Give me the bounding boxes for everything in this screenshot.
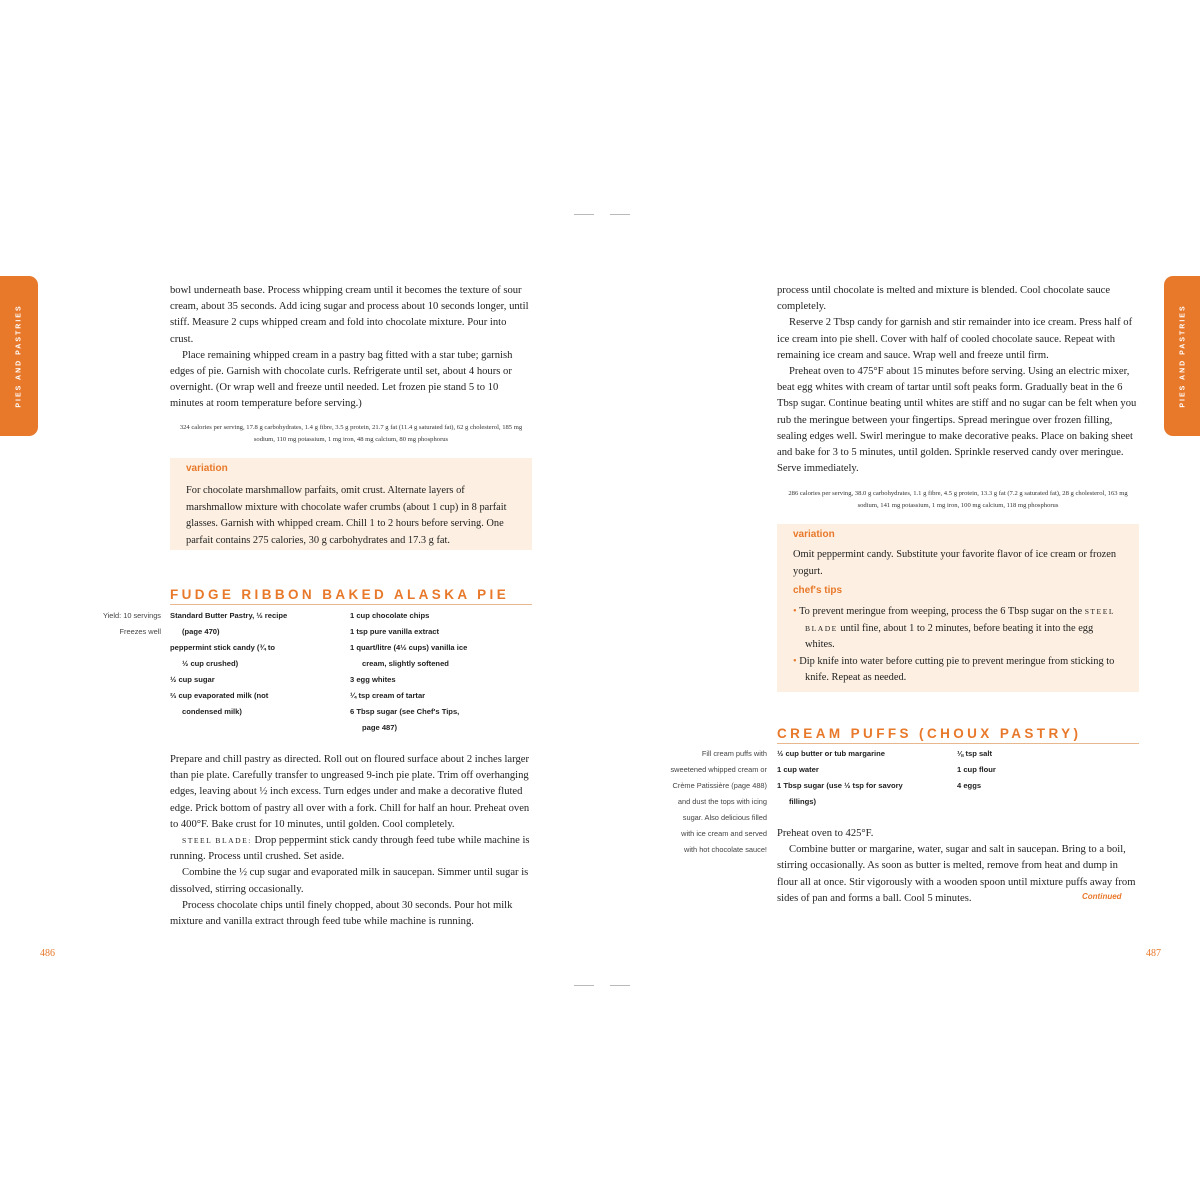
ingredient: fillings)	[789, 797, 816, 806]
section-tab-label: PIES AND PASTRIES	[1179, 304, 1187, 408]
paragraph: bowl underneath base. Process whipping cream until it becomes the texture of sour cream, about 35 seconds. Add icing sugar and process about 10 seconds longer, until stiff. Measure 2 cups whipped cream and fold into chocolate mixture. Pour into crust.	[170, 285, 529, 345]
recipe-title: FUDGE RIBBON BAKED ALASKA PIE	[170, 587, 510, 602]
variation-text: For chocolate marshmallow parfaits, omit crust. Alternate layers of marshmallow mixture with chocolate wafer crumbs (about 1 cup) in 8 parfait glasses. Garnish with whipped cream. Chill 1 to 2 hours before serving. One parfait contains 275 calories, 30 g carbohydrates and 17.3 g fat.	[186, 485, 507, 546]
crop-mark	[610, 214, 630, 215]
nutrition-info: 286 calories per serving, 38.0 g carbohydrates, 1.1 g fibre, 4.5 g protein, 13.3 g fat (7.2 g saturated fat), 28 g cholesterol, 163 mg sodium, 141 mg potassium, 1 mg iron, 100 mg calcium, 118 mg phosphorus	[788, 490, 1128, 509]
variation-title: variation	[793, 529, 835, 540]
method-step: STEEL BLADE: Drop peppermint stick candy through feed tube while machine is running. Process until crushed. Set aside.	[170, 835, 530, 863]
ingredient: 1 cup water	[777, 765, 819, 774]
ingredient: 1 Tbsp sugar (use ½ tsp for savory	[777, 781, 903, 790]
paragraph: Reserve 2 Tbsp candy for garnish and stir remainder into ice cream. Press half of ice cream into pie shell. Cover with half of cooled chocolate sauce. Repeat with remaining ice cream and sauce. Wrap well and freeze until firm.	[777, 317, 1133, 361]
continued-label: Continued	[1082, 892, 1122, 901]
ingredient: ½ cup crushed)	[182, 659, 239, 668]
ingredient: ½ cup sugar	[170, 675, 215, 684]
ingredient-list	[350, 608, 532, 736]
chefs-tips-list	[793, 604, 1125, 687]
recipe-title: CREAM PUFFS (CHOUX PASTRY)	[777, 726, 1082, 741]
ingredient: ¼ tsp cream of tartar	[350, 691, 426, 700]
title-rule	[170, 604, 532, 605]
chefs-tip: • To prevent meringue from weeping, process the 6 Tbsp sugar on the STEEL BLADE until fine, about 1 to 2 minutes, before beating it into the egg whites.	[793, 606, 1115, 651]
variation-text: Omit peppermint candy. Substitute your favorite flavor of ice cream or frozen yogurt.	[793, 549, 1117, 577]
ingredient: ½ cup butter or tub margarine	[777, 749, 886, 758]
yield: Yield: 10 servings	[102, 611, 161, 620]
section-tab-left	[0, 276, 38, 436]
ingredient: ⅛ tsp salt	[957, 749, 993, 758]
section-tab-right	[1164, 276, 1200, 436]
left-intro	[170, 283, 532, 413]
method-step: Process chocolate chips until finely chopped, about 30 seconds. Pour hot milk mixture and vanilla extract through feed tube while machine is running.	[170, 899, 513, 928]
ingredient: cream, slightly softened	[362, 659, 449, 668]
variation-title: variation	[186, 463, 228, 474]
ingredient: (page 470)	[182, 627, 220, 636]
ingredient: 1 quart/litre (4½ cups) vanilla ice	[350, 643, 468, 652]
freezes-note: Freezes well	[119, 627, 161, 636]
ingredient: 6 Tbsp sugar (see Chef's Tips,	[350, 707, 460, 716]
ingredient: 1 cup chocolate chips	[350, 611, 430, 620]
ingredient: 1 cup flour	[957, 765, 996, 774]
ingredient-list	[170, 608, 345, 720]
steel-blade-label: STEEL BLADE:	[182, 836, 252, 846]
ingredient: condensed milk)	[182, 707, 242, 716]
paragraph: Preheat oven to 475°F about 15 minutes before serving. Using an electric mixer, beat egg whites with cream of tartar until soft peaks form. Gradually beat in the 6 Tbsp sugar. Continue beating until whites are stiff and no sugar can be felt when you rub the meringue between your fingertips. Spread meringue over frozen filling, sealing edges well. Swirl meringue to make decorative peaks. Place on baking sheet and bake for 3 to 5 minutes, until golden. Sprinkle reserved candy over meringue. Serve immediately.	[777, 366, 1137, 475]
chefs-tips-title: chef's tips	[793, 585, 843, 596]
chefs-tip: • Dip knife into water before cutting pie to prevent meringue from sticking to knife. Repeat as needed.	[793, 655, 1115, 684]
recipe-yield-note	[60, 608, 161, 640]
ingredient: page 487)	[362, 723, 398, 732]
ingredient: 3 egg whites	[350, 675, 396, 684]
page-number: 486	[40, 948, 55, 959]
page-number: 487	[1146, 948, 1161, 959]
paragraph: Place remaining whipped cream in a pastry bag fitted with a star tube; garnish edges of pie. Garnish with chocolate curls. Refrigerate until set, about 4 hours or overnight. (Or wrap well and freeze until needed. Let frozen pie stand 5 to 10 minutes at room temperature before serving.)	[170, 349, 513, 410]
variation-box	[777, 524, 1139, 692]
crop-mark	[574, 985, 594, 986]
crop-mark	[574, 214, 594, 215]
left-method	[170, 752, 532, 930]
method-step: Preheat oven to 425°F.	[777, 828, 874, 839]
ingredient: ⅔ cup evaporated milk (not	[170, 691, 269, 700]
crop-mark	[610, 985, 630, 986]
title-rule	[777, 743, 1139, 744]
ingredient: 4 eggs	[957, 781, 982, 790]
ingredient-list	[957, 746, 1107, 794]
method-step: Combine the ½ cup sugar and evaporated milk in saucepan. Simmer until sugar is dissolved, stirring occasionally.	[170, 867, 529, 895]
recipe-side-note: Fill cream puffs with sweetened whipped cream or Crème Patissière (page 488) and dust the tops with icing sugar. Also delicious filled with ice cream and served with hot chocolate sauce!	[670, 749, 767, 854]
nutrition-info: 324 calories per serving, 17.8 g carbohydrates, 1.4 g fibre, 3.5 g protein, 21.7 g fat (11.4 g saturated fat), 62 g cholesterol, 185 mg sodium, 110 mg potassium, 1 mg iron, 48 mg calcium, 80 mg phosphorus	[179, 424, 523, 443]
section-tab-label: PIES AND PASTRIES	[15, 304, 23, 408]
method-step: Prepare and chill pastry as directed. Roll out on floured surface about 2 inches larger than pie plate. Carefully transfer to ungreased 9-inch pie plate. Trim off overhanging edges, leaving about ½ inch excess. Turn edges under and make a decorative fluted edge. Prick bottom of pastry all over with a fork. Chill for half an hour. Preheat oven to 400°F. Bake crust for 10 minutes, until golden. Cool completely.	[170, 754, 530, 830]
ingredient-list	[777, 746, 955, 810]
right-method	[777, 283, 1139, 477]
ingredient: peppermint stick candy (¾ to	[170, 643, 276, 652]
ingredient: 1 tsp pure vanilla extract	[350, 627, 440, 636]
paragraph: process until chocolate is melted and mixture is blended. Cool chocolate sauce completely.	[777, 285, 1111, 313]
method-step: Combine butter or margarine, water, sugar and salt in saucepan. Bring to a boil, stirring occasionally. As soon as butter is melted, remove from heat and dump in flour all at once. Stir vigorously with a wooden spoon until mixture puffs away from sides of pan and forms a ball. Cool 5 minutes.	[777, 844, 1136, 904]
variation-box	[170, 458, 532, 550]
ingredient: Standard Butter Pastry, ½ recipe	[170, 611, 288, 620]
